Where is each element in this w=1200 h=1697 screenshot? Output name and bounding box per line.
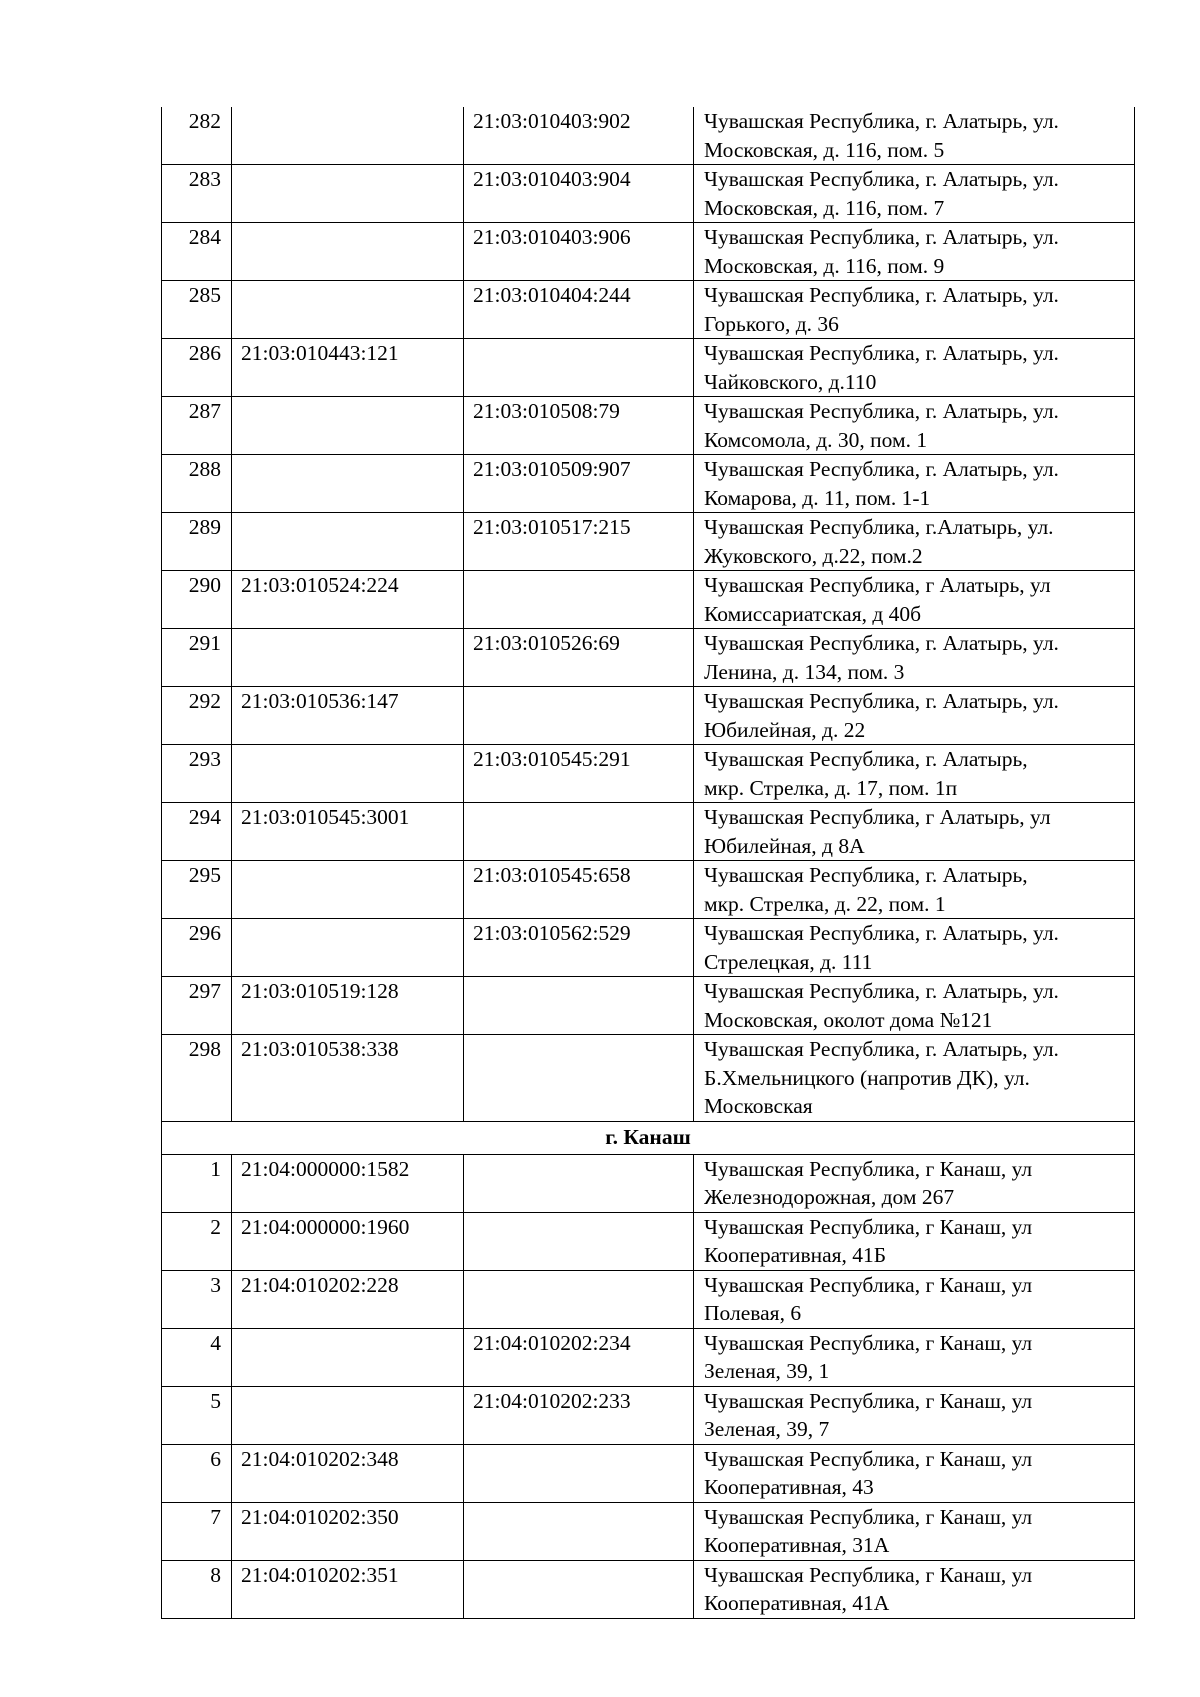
address-line: мкр. Стрелка, д. 22, пом. 1 (704, 891, 946, 916)
row-number: 291 (162, 629, 232, 687)
room-cadastral-number: 21:03:010509:907 (464, 455, 694, 513)
address-cell (694, 107, 1135, 165)
property-registry-table (161, 107, 1135, 1619)
row-number: 289 (162, 513, 232, 571)
address-line: Чувашская Республика, г. Алатырь, ул. (704, 399, 1059, 423)
address-cell (694, 687, 1135, 745)
section-title: г. Канаш (162, 1121, 1135, 1154)
address-cell (694, 919, 1135, 977)
room-cadastral-number (464, 1212, 694, 1270)
address-cell (694, 1444, 1135, 1502)
address-cell (694, 1154, 1135, 1212)
row-number: 5 (162, 1386, 232, 1444)
room-cadastral-number (464, 1502, 694, 1560)
address-line: Чувашская Республика, г. Алатырь, ул. (704, 341, 1059, 365)
land-cadastral-number (232, 107, 464, 165)
row-number: 283 (162, 165, 232, 223)
table-row (162, 1270, 1135, 1328)
address-line: Чувашская Республика, г. Алатырь, ул. (704, 1037, 1059, 1061)
address-line: мкр. Стрелка, д. 17, пом. 1п (704, 775, 958, 800)
land-cadastral-number: 21:04:000000:1582 (232, 1154, 464, 1212)
land-cadastral-number (232, 1386, 464, 1444)
land-cadastral-number (232, 281, 464, 339)
land-cadastral-number: 21:04:010202:348 (232, 1444, 464, 1502)
address-line: Чувашская Республика, г Алатырь, ул (704, 573, 1051, 597)
row-number: 296 (162, 919, 232, 977)
row-number: 4 (162, 1328, 232, 1386)
room-cadastral-number: 21:03:010526:69 (464, 629, 694, 687)
address-line: Кооперативная, 41Б (704, 1243, 887, 1267)
table-row (162, 455, 1135, 513)
land-cadastral-number (232, 165, 464, 223)
address-line: Кооперативная, 31А (704, 1533, 890, 1557)
address-line: Чувашская Республика, г Канаш, ул (704, 1388, 1033, 1413)
room-cadastral-number (464, 1560, 694, 1618)
table-row (162, 1386, 1135, 1444)
address-cell (694, 1270, 1135, 1328)
row-number: 294 (162, 803, 232, 861)
address-line: Чувашская Республика, г. Алатырь, (704, 747, 1028, 771)
row-number: 298 (162, 1035, 232, 1122)
room-cadastral-number (464, 803, 694, 861)
table-row (162, 339, 1135, 397)
address-cell (694, 803, 1135, 861)
address-cell (694, 861, 1135, 919)
room-cadastral-number (464, 1270, 694, 1328)
room-cadastral-number: 21:03:010403:904 (464, 165, 694, 223)
address-line: Чувашская Республика, г Канаш, ул (704, 1214, 1033, 1239)
land-cadastral-number: 21:04:010202:228 (232, 1270, 464, 1328)
address-cell (694, 1212, 1135, 1270)
address-line: Чувашская Республика, г. Алатырь, ул. (704, 921, 1059, 945)
address-cell (694, 1035, 1135, 1122)
land-cadastral-number: 21:04:000000:1960 (232, 1212, 464, 1270)
row-number: 286 (162, 339, 232, 397)
land-cadastral-number (232, 629, 464, 687)
address-line: Зеленая, 39, 1 (704, 1359, 830, 1383)
row-number: 285 (162, 281, 232, 339)
row-number: 292 (162, 687, 232, 745)
land-cadastral-number: 21:03:010538:338 (232, 1035, 464, 1122)
row-number: 287 (162, 397, 232, 455)
address-line: Чувашская Республика, г. Алатырь, ул. (704, 631, 1059, 655)
table-row (162, 513, 1135, 571)
land-cadastral-number (232, 223, 464, 281)
room-cadastral-number (464, 977, 694, 1035)
row-number: 1 (162, 1154, 232, 1212)
table-row (162, 1502, 1135, 1560)
row-number: 6 (162, 1444, 232, 1502)
address-line: Московская, д. 116, пом. 5 (704, 137, 945, 162)
address-line: Чувашская Республика, г Канаш, ул (704, 1272, 1033, 1297)
land-cadastral-number: 21:03:010524:224 (232, 571, 464, 629)
address-line: Чувашская Республика, г Канаш, ул (704, 1446, 1033, 1471)
land-cadastral-number: 21:03:010545:3001 (232, 803, 464, 861)
address-line: Юбилейная, д 8А (704, 833, 865, 858)
address-cell (694, 339, 1135, 397)
table-row (162, 803, 1135, 861)
table-row (162, 919, 1135, 977)
address-cell (694, 513, 1135, 571)
table-row (162, 571, 1135, 629)
land-cadastral-number: 21:03:010519:128 (232, 977, 464, 1035)
address-line: Чувашская Республика, г. Алатырь, ул. (704, 167, 1059, 191)
table-row (162, 629, 1135, 687)
table-row (162, 1035, 1135, 1122)
row-number: 295 (162, 861, 232, 919)
address-cell (694, 977, 1135, 1035)
address-line: Зеленая, 39, 7 (704, 1417, 830, 1441)
table-row (162, 165, 1135, 223)
address-line: Чувашская Республика, г. Алатырь, ул. (704, 225, 1059, 249)
land-cadastral-number (232, 919, 464, 977)
land-cadastral-number: 21:04:010202:350 (232, 1502, 464, 1560)
address-line: Чувашская Республика, г Канаш, ул (704, 1330, 1033, 1355)
land-cadastral-number: 21:04:010202:351 (232, 1560, 464, 1618)
land-cadastral-number (232, 397, 464, 455)
land-cadastral-number (232, 513, 464, 571)
address-line: Чувашская Республика, г Алатырь, ул (704, 805, 1051, 829)
section-header-row (162, 1121, 1135, 1154)
room-cadastral-number (464, 1035, 694, 1122)
row-number: 284 (162, 223, 232, 281)
room-cadastral-number (464, 339, 694, 397)
table-row (162, 1560, 1135, 1618)
table-row (162, 107, 1135, 165)
address-line: Кооперативная, 41А (704, 1591, 890, 1615)
table-row (162, 745, 1135, 803)
address-line: Полевая, 6 (704, 1301, 802, 1325)
address-line: Стрелецкая, д. 111 (704, 949, 873, 974)
row-number: 290 (162, 571, 232, 629)
address-line: Комарова, д. 11, пом. 1-1 (704, 485, 931, 510)
address-line: Чувашская Республика, г Канаш, ул (704, 1504, 1033, 1529)
address-line: Горького, д. 36 (704, 311, 839, 336)
address-line: Жуковского, д.22, пом.2 (704, 543, 923, 568)
address-line: Чувашская Республика, г.Алатырь, ул. (704, 515, 1054, 539)
address-cell (694, 455, 1135, 513)
land-cadastral-number (232, 861, 464, 919)
land-cadastral-number (232, 1328, 464, 1386)
table-row (162, 1444, 1135, 1502)
address-cell (694, 571, 1135, 629)
room-cadastral-number (464, 1444, 694, 1502)
room-cadastral-number: 21:04:010202:234 (464, 1328, 694, 1386)
room-cadastral-number: 21:03:010562:529 (464, 919, 694, 977)
address-cell (694, 1328, 1135, 1386)
row-number: 2 (162, 1212, 232, 1270)
land-cadastral-number (232, 455, 464, 513)
room-cadastral-number (464, 687, 694, 745)
room-cadastral-number (464, 1154, 694, 1212)
address-line: Чувашская Республика, г Канаш, ул (704, 1156, 1033, 1181)
row-number: 8 (162, 1560, 232, 1618)
room-cadastral-number: 21:03:010517:215 (464, 513, 694, 571)
row-number: 282 (162, 107, 232, 165)
row-number: 3 (162, 1270, 232, 1328)
row-number: 293 (162, 745, 232, 803)
address-line: Юбилейная, д. 22 (704, 717, 866, 742)
address-line: Московская, околот дома №121 (704, 1007, 993, 1032)
address-cell (694, 281, 1135, 339)
table-row (162, 977, 1135, 1035)
table-row (162, 1328, 1135, 1386)
address-cell (694, 1560, 1135, 1618)
table-row (162, 1154, 1135, 1212)
address-line: Чувашская Республика, г. Алатырь, ул. (704, 283, 1059, 307)
address-cell (694, 1386, 1135, 1444)
room-cadastral-number: 21:03:010508:79 (464, 397, 694, 455)
row-number: 288 (162, 455, 232, 513)
room-cadastral-number: 21:03:010404:244 (464, 281, 694, 339)
address-line: Чувашская Республика, г. Алатырь, ул. (704, 979, 1059, 1003)
address-line: Чайковского, д.110 (704, 369, 877, 394)
address-line: Б.Хмельницкого (напротив ДК), ул. (704, 1065, 1030, 1090)
land-cadastral-number (232, 745, 464, 803)
room-cadastral-number: 21:03:010545:291 (464, 745, 694, 803)
address-line: Чувашская Республика, г. Алатырь, ул. (704, 109, 1059, 133)
address-line: Комиссариатская, д 40б (704, 601, 922, 626)
table-row (162, 397, 1135, 455)
row-number: 297 (162, 977, 232, 1035)
address-cell (694, 1502, 1135, 1560)
table-row (162, 223, 1135, 281)
address-cell (694, 745, 1135, 803)
land-cadastral-number: 21:03:010443:121 (232, 339, 464, 397)
table-row (162, 1212, 1135, 1270)
row-number: 7 (162, 1502, 232, 1560)
address-line: Чувашская Республика, г. Алатырь, ул. (704, 457, 1059, 481)
table-row (162, 281, 1135, 339)
address-cell (694, 165, 1135, 223)
table-row (162, 687, 1135, 745)
address-line: Московская, д. 116, пом. 9 (704, 253, 945, 278)
address-line: Московская (704, 1094, 813, 1118)
address-cell (694, 397, 1135, 455)
address-cell (694, 629, 1135, 687)
address-line: Комсомола, д. 30, пом. 1 (704, 427, 928, 452)
address-cell (694, 223, 1135, 281)
address-line: Московская, д. 116, пом. 7 (704, 195, 945, 220)
address-line: Железнодорожная, дом 267 (704, 1185, 955, 1209)
room-cadastral-number: 21:03:010403:906 (464, 223, 694, 281)
land-cadastral-number: 21:03:010536:147 (232, 687, 464, 745)
room-cadastral-number: 21:04:010202:233 (464, 1386, 694, 1444)
room-cadastral-number (464, 571, 694, 629)
address-line: Чувашская Республика, г Канаш, ул (704, 1562, 1033, 1587)
address-line: Чувашская Республика, г. Алатырь, ул. (704, 689, 1059, 713)
table-row (162, 861, 1135, 919)
address-line: Ленина, д. 134, пом. 3 (704, 659, 905, 684)
room-cadastral-number: 21:03:010403:902 (464, 107, 694, 165)
address-line: Кооперативная, 43 (704, 1475, 874, 1499)
room-cadastral-number: 21:03:010545:658 (464, 861, 694, 919)
address-line: Чувашская Республика, г. Алатырь, (704, 863, 1028, 887)
